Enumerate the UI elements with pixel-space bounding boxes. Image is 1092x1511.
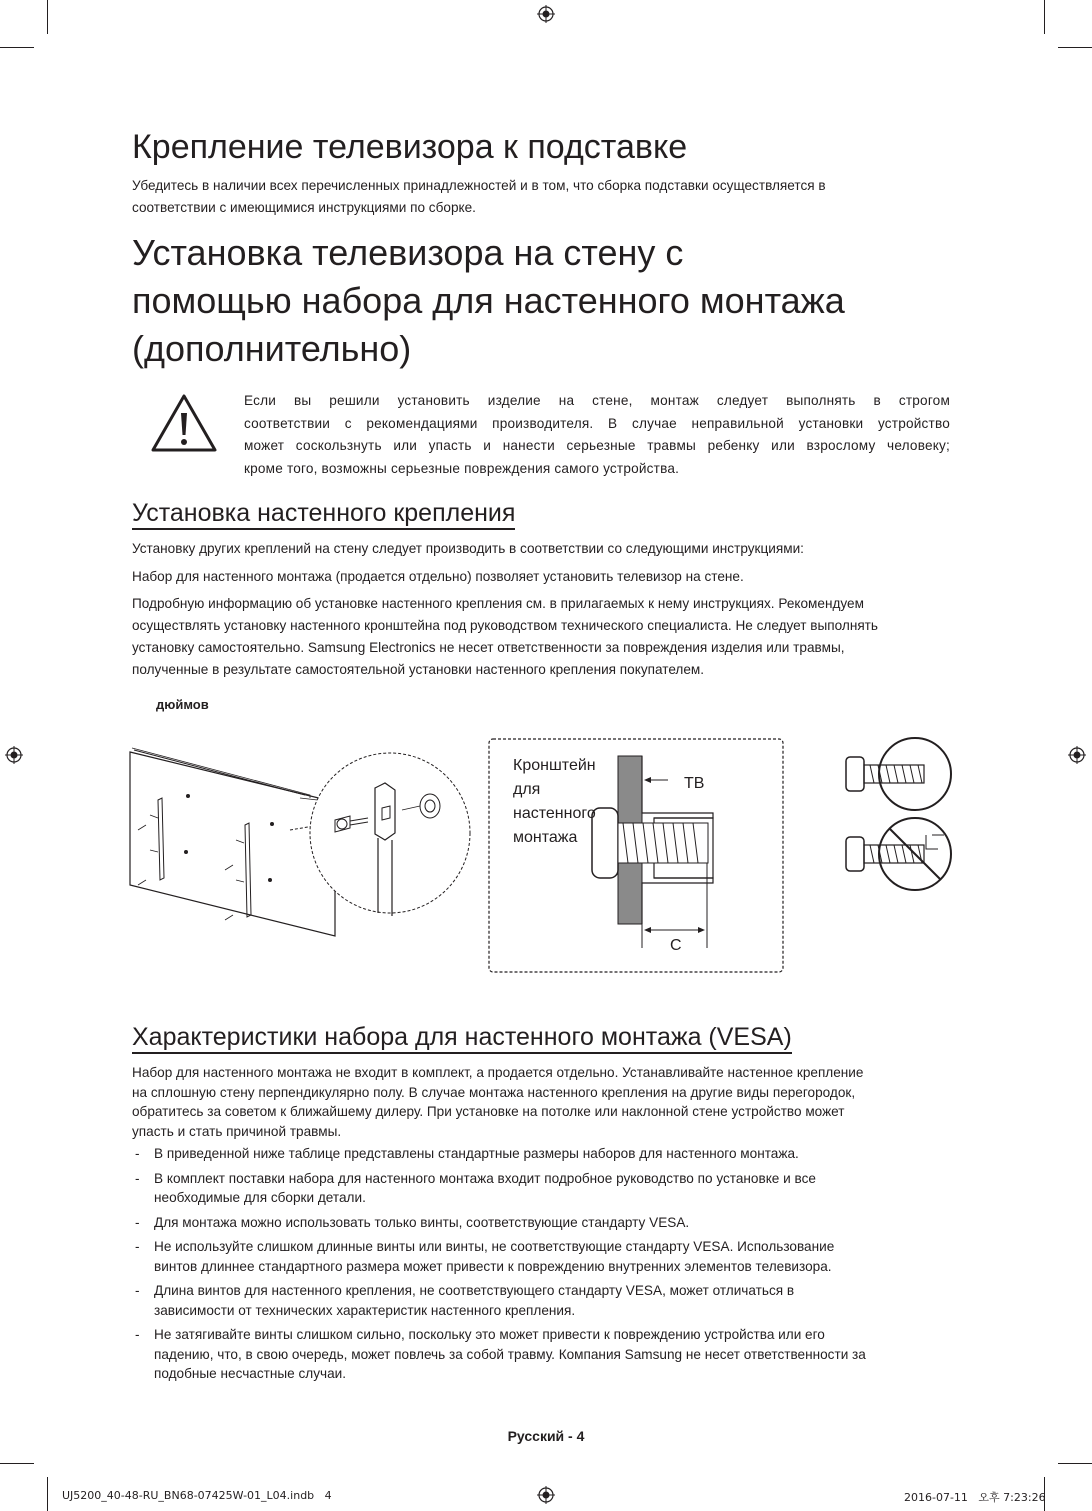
registration-mark-icon (1068, 746, 1086, 764)
text-line: установку самостоятельно. Samsung Electronics не несет ответственности за повреждения изделия или травмы, (132, 640, 845, 655)
registration-mark-icon (537, 1486, 555, 1504)
page-number: Русский - 4 (507, 1428, 585, 1444)
warning-icon (150, 393, 218, 453)
paragraph: Установку других креплений на стену следует производить в соответствии со следующими инструкциями: (132, 541, 804, 556)
crop-mark (1044, 0, 1045, 34)
vesa-intro (132, 1063, 972, 1141)
text-line: В комплект поставки набора для настенного монтажа входит подробное руководство по установке и все (154, 1170, 816, 1186)
section-title-wall-mount (132, 229, 1012, 373)
c-dimension-label: C (670, 937, 682, 954)
list-item (132, 1213, 972, 1233)
bracket-label-line: настенного (513, 805, 596, 822)
text-line: полученные в результате самостоятельной установки настенного крепления покупателем. (132, 662, 705, 677)
title-line: (дополнительно) (132, 328, 412, 369)
crop-mark (0, 47, 34, 48)
crop-mark (0, 1463, 34, 1464)
title-line: помощью набора для настенного монтажа (132, 280, 845, 321)
bullet-dash: - (135, 1170, 140, 1186)
heading-text: Установка настенного крепления (132, 499, 515, 530)
bracket-label-line: монтажа (513, 829, 578, 846)
bracket-label-line: Кронштейн (513, 757, 596, 774)
text-line: Не затягивайте винты слишком сильно, поскольку это может привести к повреждению устройства или его (154, 1327, 825, 1342)
text-line: Длина винтов для настенного крепления, не соответствующего стандарту VESA, может отличаться в (154, 1283, 795, 1298)
cross-section-diagram (488, 738, 784, 974)
list-item (132, 1325, 972, 1384)
heading-text: Характеристики набора для настенного монтажа (VESA) (132, 1023, 792, 1054)
text-line: на сплошную стену перпендикулярно полу. В случае монтажа настенного крепления на другие виды перегородок, (132, 1084, 856, 1100)
list-item (132, 1237, 972, 1276)
paragraph (132, 593, 972, 681)
footer-timestamp: 2016-07-11 오후 7:23:26 (904, 1491, 1046, 1504)
warning-line: кроме того, возможны серьезные повреждения самого устройства. (244, 460, 680, 476)
bullet-dash: - (135, 1327, 140, 1342)
text-line: Подробную информацию об установке настенного крепления см. в прилагаемых к нему инструкциях. Рекомендуем (132, 596, 864, 611)
bullet-dash: - (135, 1283, 140, 1298)
bullet-dash: - (135, 1239, 140, 1254)
text-line: падению, что, в свою очередь, может повлечь за собой травму. Компания Samsung не несет ответственности за (154, 1346, 866, 1362)
units-label: дюймов (156, 697, 209, 712)
paragraph: Набор для настенного монтажа (продается отдельно) позволяет установить телевизор на стене. (132, 569, 744, 584)
screw-correct-icon (840, 735, 960, 815)
bracket-label-line: для (513, 781, 541, 798)
section-text-stand (132, 175, 952, 219)
list-item (132, 1169, 972, 1208)
section-title-stand: Крепление телевизора к подставке (132, 128, 688, 166)
registration-mark-icon (5, 746, 23, 764)
text-line: обратитесь за советом к ближайшему дилеру. При установке на потолке или наклонной стене устройство может (132, 1104, 845, 1119)
text-line: Для монтажа можно использовать только винты, соответствующие стандарту VESA. (154, 1214, 690, 1230)
footer-file-name: UJ5200_40-48-RU_BN68-07425W-01_L04.indb 4 (62, 1489, 332, 1502)
text-line: Убедитесь в наличии всех перечисленных принадлежностей и в том, что сборка подставки осуществляется в (132, 178, 826, 193)
tv-label: ТВ (684, 775, 705, 792)
bullet-dash: - (135, 1214, 140, 1230)
text-line: соответствии с имеющимися инструкциями по сборке. (132, 200, 476, 215)
list-item (132, 1144, 972, 1164)
registration-mark-icon (537, 5, 555, 23)
text-line: В приведенной ниже таблице представлены стандартные размеры наборов для настенного монтажа. (154, 1146, 799, 1161)
warning-line: соответствии с рекомендациями производителя. В случае неправильной установки устройство (244, 415, 950, 431)
text-line: необходимые для сборки детали. (154, 1190, 366, 1205)
vesa-bullet-list (132, 1144, 972, 1389)
text-line: зависимости от технических характеристик настенного крепления. (154, 1302, 576, 1318)
crop-mark (1058, 1463, 1092, 1464)
crop-mark (47, 0, 48, 34)
text-line: осуществлять установку настенного кронштейна под руководством технического специалиста. Не следует выполнять (132, 618, 878, 633)
warning-text (244, 390, 950, 480)
crop-mark (47, 1477, 48, 1511)
list-item (132, 1281, 972, 1320)
text-line: подобные несчастные случаи. (154, 1366, 347, 1381)
bullet-dash: - (135, 1146, 140, 1161)
zoom-detail-illustration (300, 748, 480, 928)
warning-line: Если вы решили установить изделие на стене, монтаж следует выполнять в строгом (244, 393, 950, 408)
screw-incorrect-icon (840, 815, 960, 895)
crop-mark (1058, 47, 1092, 48)
text-line: Не используйте слишком длинные винты или винты, не соответствующие стандарту VESA. Использование (154, 1239, 835, 1254)
section-title-wall-bracket (132, 499, 515, 528)
text-line: Набор для настенного монтажа не входит в комплект, а продается отдельно. Устанавливайте настенное крепление (132, 1065, 864, 1080)
text-line: винтов длиннее стандартного размера может привести к повреждению внутренних элементов телевизора. (154, 1258, 832, 1274)
warning-line: может соскользнуть или упасть и нанести серьезные травмы ребенку или взрослому человеку; (244, 438, 950, 453)
section-title-vesa (132, 1023, 792, 1052)
text-line: упасть и стать причиной травмы. (132, 1123, 342, 1139)
title-line: Установка телевизора на стену с (132, 232, 684, 273)
